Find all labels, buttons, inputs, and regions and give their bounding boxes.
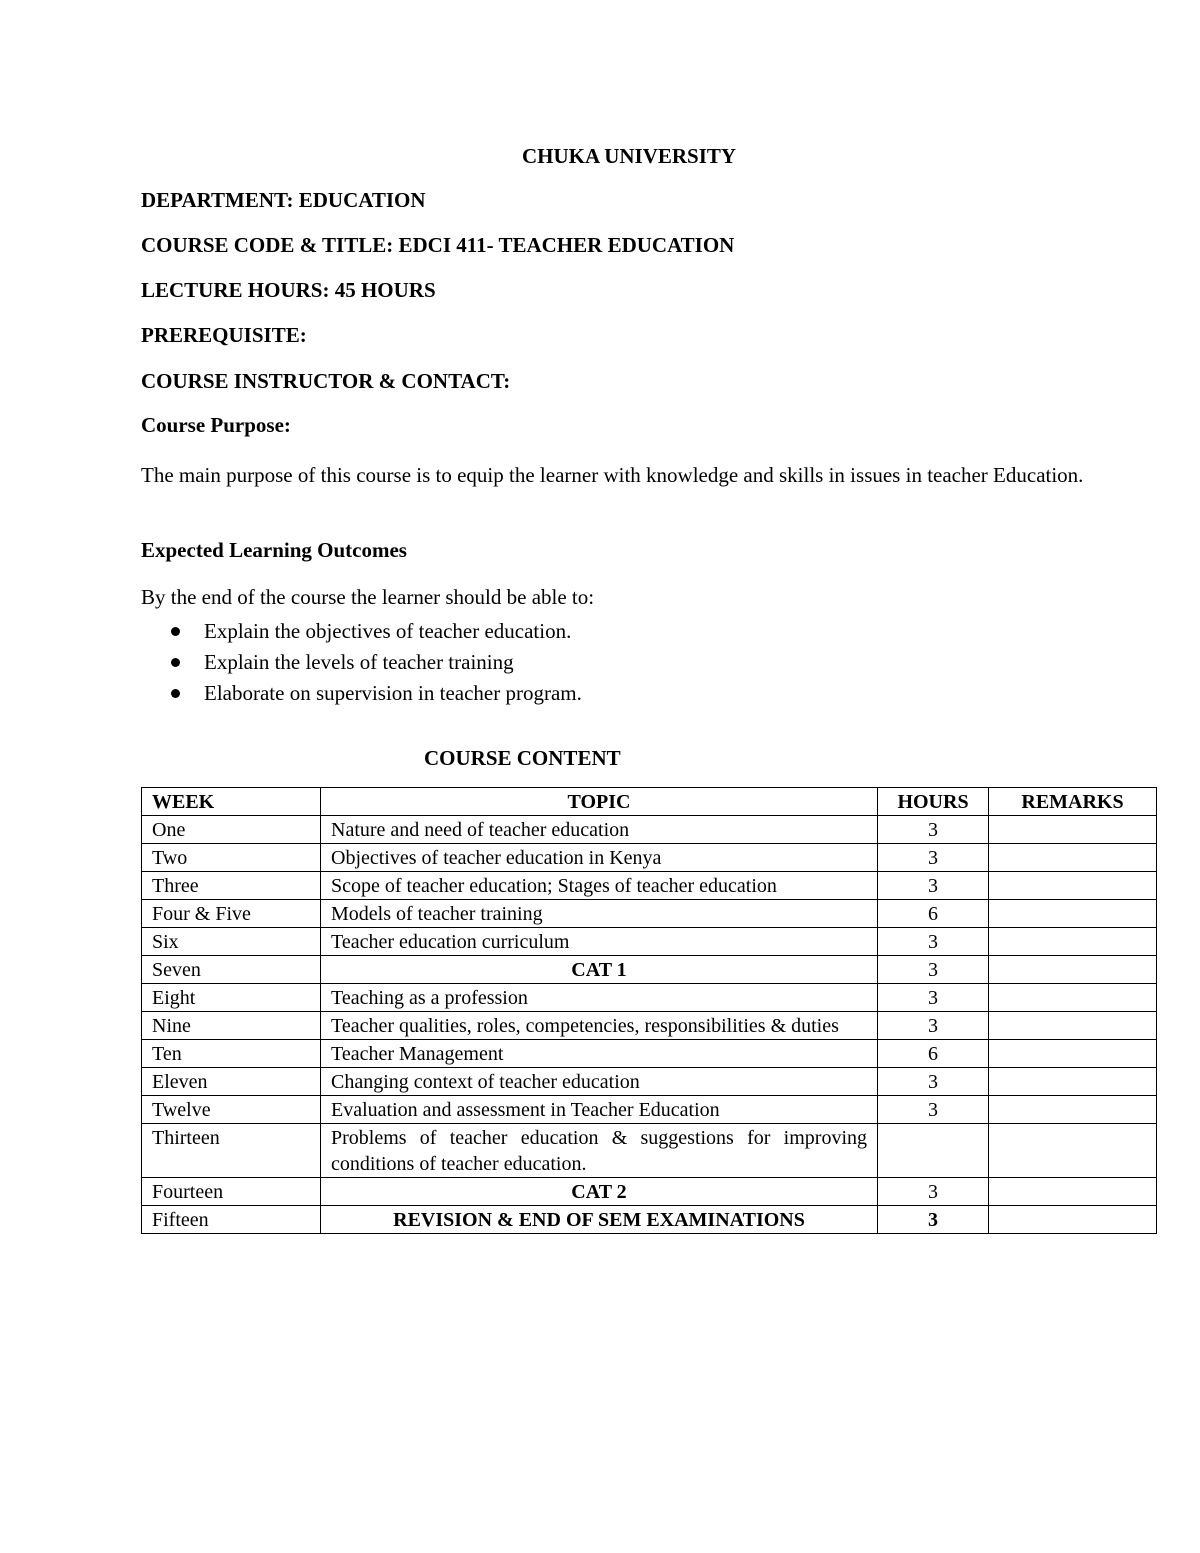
week-cell: Thirteen <box>142 1124 321 1178</box>
remarks-cell <box>989 1068 1157 1096</box>
list-item <box>141 616 582 647</box>
week-cell: Eleven <box>142 1068 321 1096</box>
remarks-cell <box>989 984 1157 1012</box>
bullet-icon <box>171 658 180 667</box>
topic-cell: Models of teacher training <box>321 900 878 928</box>
remarks-cell <box>989 816 1157 844</box>
topic-cell: CAT 1 <box>321 956 878 984</box>
learning-outcomes-intro: By the end of the course the learner should be able to: <box>141 585 595 609</box>
university-title: CHUKA UNIVERSITY <box>521 144 737 168</box>
department-line: DEPARTMENT: EDUCATION <box>141 188 426 212</box>
lecture-hours-line: LECTURE HOURS: 45 HOURS <box>141 278 436 302</box>
table-row <box>142 1206 1157 1234</box>
column-header-hours: HOURS <box>878 788 989 816</box>
hours-cell: 3 <box>878 872 989 900</box>
topic-cell: Teacher education curriculum <box>321 928 878 956</box>
remarks-cell <box>989 1096 1157 1124</box>
hours-cell: 3 <box>878 816 989 844</box>
week-cell: Seven <box>142 956 321 984</box>
table-row <box>142 1068 1157 1096</box>
table-row <box>142 1040 1157 1068</box>
course-content-table <box>141 787 1157 1234</box>
prerequisite-line: PREREQUISITE: <box>141 323 307 347</box>
week-cell: Four & Five <box>142 900 321 928</box>
remarks-cell <box>989 956 1157 984</box>
column-header-remarks: REMARKS <box>989 788 1157 816</box>
hours-cell: 3 <box>878 1068 989 1096</box>
hours-cell: 3 <box>878 1012 989 1040</box>
table-row <box>142 816 1157 844</box>
topic-cell: Nature and need of teacher education <box>321 816 878 844</box>
hours-cell: 3 <box>878 928 989 956</box>
week-cell: Twelve <box>142 1096 321 1124</box>
list-item <box>141 678 582 709</box>
remarks-cell <box>989 1206 1157 1234</box>
bullet-icon <box>171 689 180 698</box>
topic-cell: REVISION & END OF SEM EXAMINATIONS <box>321 1206 878 1234</box>
topic-cell: Teacher Management <box>321 1040 878 1068</box>
remarks-cell <box>989 900 1157 928</box>
hours-cell: 6 <box>878 900 989 928</box>
course-purpose-text: The main purpose of this course is to equip the learner with knowledge and skills in issues in teacher Education. <box>141 463 1084 487</box>
topic-cell: Teacher qualities, roles, competencies, responsibilities & duties <box>321 1012 878 1040</box>
hours-cell: 3 <box>878 984 989 1012</box>
outcome-text: Elaborate on supervision in teacher program. <box>204 681 582 705</box>
topic-cell: CAT 2 <box>321 1178 878 1206</box>
week-cell: Six <box>142 928 321 956</box>
table-row <box>142 956 1157 984</box>
column-header-topic: TOPIC <box>321 788 878 816</box>
bullet-icon <box>171 627 180 636</box>
week-cell: Eight <box>142 984 321 1012</box>
table-row <box>142 1012 1157 1040</box>
learning-outcomes-heading: Expected Learning Outcomes <box>141 538 407 562</box>
course-content-title: COURSE CONTENT <box>424 746 621 770</box>
table-row <box>142 872 1157 900</box>
table-row <box>142 900 1157 928</box>
list-item <box>141 647 582 678</box>
course-purpose-heading: Course Purpose: <box>141 413 291 437</box>
hours-cell: 6 <box>878 1040 989 1068</box>
instructor-line: COURSE INSTRUCTOR & CONTACT: <box>141 369 511 393</box>
topic-cell: Evaluation and assessment in Teacher Education <box>321 1096 878 1124</box>
learning-outcomes-list <box>141 616 582 709</box>
hours-cell: 3 <box>878 1096 989 1124</box>
week-cell: Fifteen <box>142 1206 321 1234</box>
table-row <box>142 928 1157 956</box>
hours-cell <box>878 1124 989 1178</box>
hours-cell: 3 <box>878 1206 989 1234</box>
week-cell: Three <box>142 872 321 900</box>
week-cell: Fourteen <box>142 1178 321 1206</box>
table-row <box>142 1096 1157 1124</box>
table-row <box>142 984 1157 1012</box>
remarks-cell <box>989 928 1157 956</box>
table-row <box>142 1178 1157 1206</box>
table-row <box>142 844 1157 872</box>
topic-cell: Teaching as a profession <box>321 984 878 1012</box>
remarks-cell <box>989 1012 1157 1040</box>
remarks-cell <box>989 872 1157 900</box>
remarks-cell <box>989 1178 1157 1206</box>
topic-cell: Problems of teacher education & suggestions for improving conditions of teacher education. <box>321 1124 878 1178</box>
remarks-cell <box>989 1124 1157 1178</box>
week-cell: Nine <box>142 1012 321 1040</box>
column-header-week: WEEK <box>142 788 321 816</box>
week-cell: One <box>142 816 321 844</box>
outcome-text: Explain the levels of teacher training <box>204 650 514 674</box>
topic-cell: Scope of teacher education; Stages of teacher education <box>321 872 878 900</box>
topic-cell: Changing context of teacher education <box>321 1068 878 1096</box>
remarks-cell <box>989 844 1157 872</box>
hours-cell: 3 <box>878 1178 989 1206</box>
hours-cell: 3 <box>878 956 989 984</box>
table-row <box>142 1124 1157 1178</box>
remarks-cell <box>989 1040 1157 1068</box>
week-cell: Ten <box>142 1040 321 1068</box>
course-code-title-line: COURSE CODE & TITLE: EDCI 411- TEACHER EDUCATION <box>141 233 735 257</box>
table-header-row <box>142 788 1157 816</box>
topic-cell: Objectives of teacher education in Kenya <box>321 844 878 872</box>
outcome-text: Explain the objectives of teacher education. <box>204 619 572 643</box>
hours-cell: 3 <box>878 844 989 872</box>
week-cell: Two <box>142 844 321 872</box>
